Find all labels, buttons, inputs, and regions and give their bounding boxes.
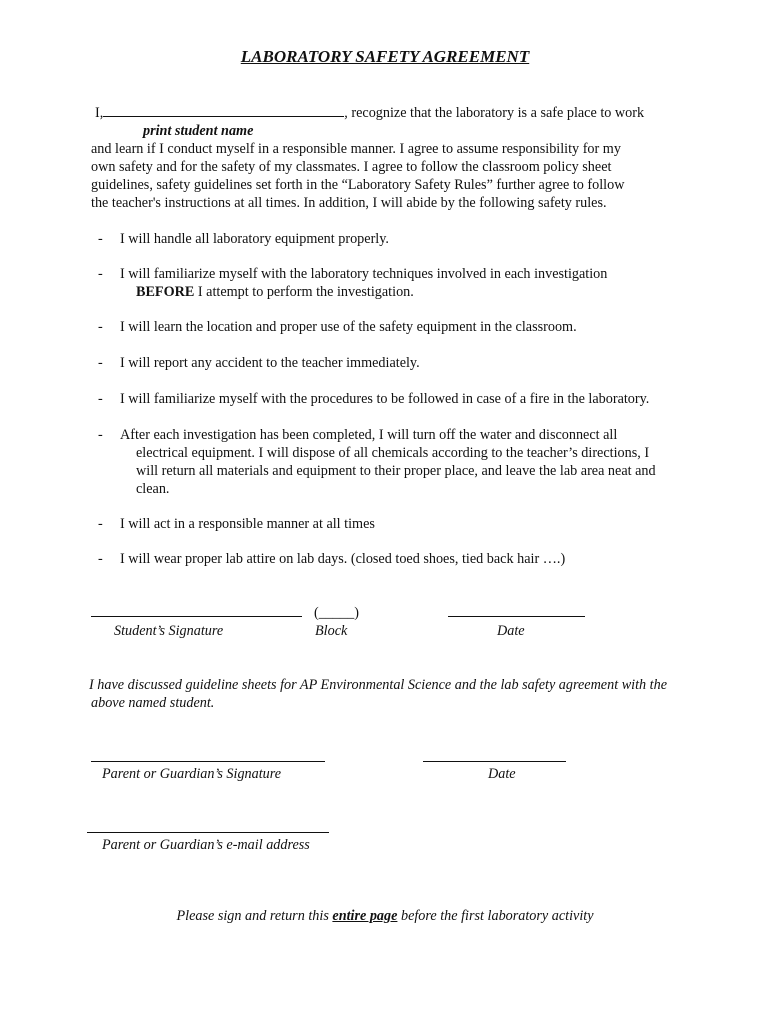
intro-line: guidelines, safety guidelines set forth in the “Laboratory Safety Rules” further agree to follow [91,177,625,193]
rule-item: I will familiarize myself with the procedures to be followed in case of a fire in the laboratory. [120,391,650,407]
bullet-dash: - [98,355,103,371]
bullet-dash: - [98,391,103,407]
intro-prefix: I, [95,105,104,121]
footer-prefix: Please sign and return this [176,908,333,924]
intro-line: own safety and for the safety of my classmates. I agree to follow the classroom policy sheet [91,159,612,175]
parent-email-line[interactable] [87,832,329,833]
rule-item: I will wear proper lab attire on lab days. (closed toed shoes, tied back hair ….) [120,551,566,567]
student-date-label: Date [497,623,525,639]
bullet-dash: - [98,231,103,247]
bullet-dash: - [98,319,103,335]
rule-item-continued: electrical equipment. I will dispose of all chemicals according to the teacher’s directions, I [136,445,650,461]
print-name-label: print student name [143,123,254,139]
student-name-field[interactable] [103,104,344,117]
bullet-dash: - [98,516,103,532]
rule-item: I will act in a responsible manner at all times [120,516,375,532]
bullet-dash: - [98,427,103,443]
student-signature-label: Student’s Signature [114,623,224,639]
statement-line: I have discussed guideline sheets for AP Environmental Science and the lab safety agreement with the [89,677,668,693]
parent-date-label: Date [488,766,516,782]
intro-line: and learn if I conduct myself in a responsible manner. I agree to assume responsibility for my [91,141,621,157]
page-title: LABORATORY SAFETY AGREEMENT [240,47,530,66]
intro-after-blank: , recognize that the laboratory is a safe place to work [344,105,645,121]
parent-signature-line[interactable] [91,761,325,762]
rule-item-continued: will return all materials and equipment to their proper place, and leave the lab area neat and [136,463,656,479]
student-date-line[interactable] [448,616,585,617]
parent-signature-label: Parent or Guardian’s Signature [102,766,282,782]
entire-page-emphasis: entire page [332,908,398,924]
bullet-dash: - [98,266,103,282]
intro-line: the teacher's instructions at all times. In addition, I will abide by the following safety rules. [91,195,607,211]
rule-item-continued: clean. [136,481,170,497]
rule-item: I will report any accident to the teacher immediately. [120,355,420,371]
rule-item: I will handle all laboratory equipment properly. [120,231,389,247]
rule-item-continued [136,283,414,301]
rule-item: I will familiarize myself with the laboratory techniques involved in each investigation [120,266,608,282]
block-label: Block [315,623,348,639]
footer-instruction [0,907,770,925]
bullet-dash: - [98,551,103,567]
block-field[interactable]: (_____) [314,605,359,621]
rule-item-rest: I attempt to perform the investigation. [194,284,414,300]
student-signature-line[interactable] [91,616,302,617]
rule-item: After each investigation has been completed, I will turn off the water and disconnect all [120,427,618,443]
footer-suffix: before the first laboratory activity [397,908,594,924]
rule-item: I will learn the location and proper use of the safety equipment in the classroom. [120,319,577,335]
statement-line: above named student. [91,695,215,711]
before-emphasis: BEFORE [136,284,195,300]
parent-email-label: Parent or Guardian’s e-mail address [102,837,310,853]
intro-first-line [95,104,644,122]
parent-date-line[interactable] [423,761,566,762]
